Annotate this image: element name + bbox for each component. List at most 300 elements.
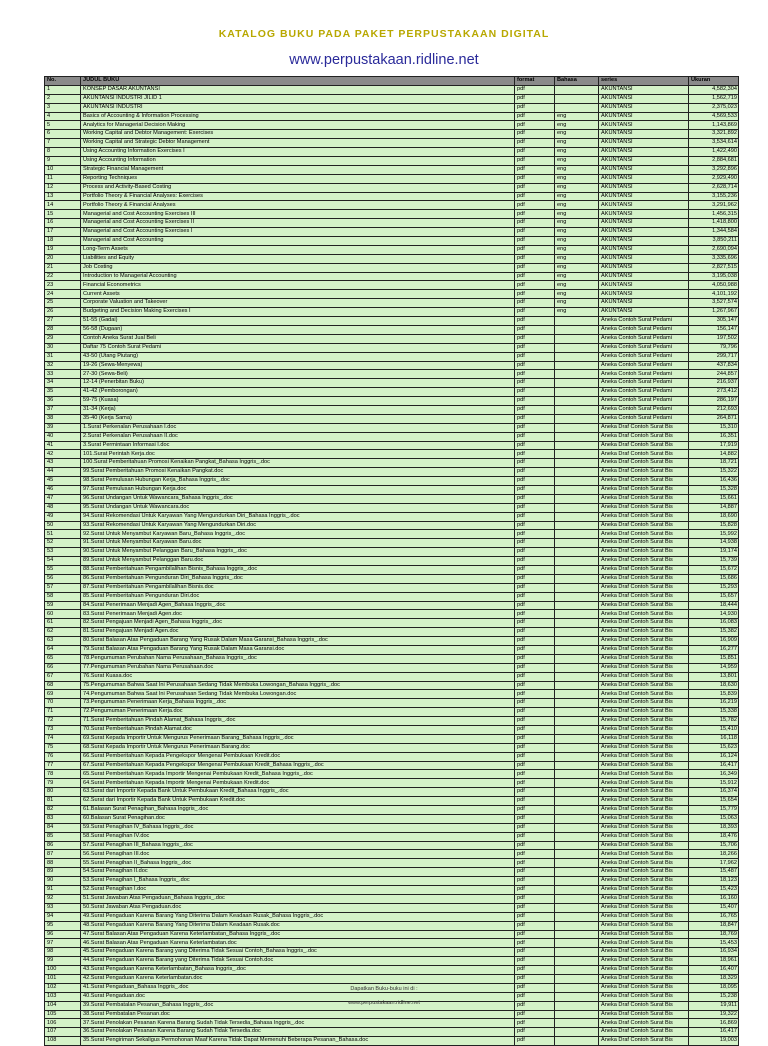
cell-format: pdf [515,779,555,788]
cell-judul: 36.Surat Penolakan Pesanan Karena Barang Sudah Tidak Tersedia.doc [81,1028,515,1037]
cell-no: 67 [45,672,81,681]
cell-bahasa: eng [555,299,599,308]
cell-series: Aneka Draf Contoh Surat Bis [599,699,689,708]
cell-no: 104 [45,1001,81,1010]
cell-judul: 76.Surat Kuasa.doc [81,672,515,681]
cell-format: pdf [515,139,555,148]
table-row [45,512,739,521]
cell-judul: 65.Surat Pemberitahuan Kepada Importir Mengenai Pembukaan Kredit_Bahasa Inggris_.doc [81,770,515,779]
cell-bahasa: eng [555,272,599,281]
cell-ukuran: 18,266 [689,850,739,859]
cell-format: pdf [515,405,555,414]
cell-judul: Process and Activity-Based Costing [81,183,515,192]
cell-format: pdf [515,601,555,610]
cell-format: pdf [515,699,555,708]
cell-bahasa [555,681,599,690]
table-row [45,210,739,219]
cell-series: Aneka Draf Contoh Surat Bis [599,957,689,966]
table-row [45,1010,739,1019]
table-row [45,797,739,806]
cell-format: pdf [515,174,555,183]
cell-judul: Working Capital and Strategic Debtor Management [81,139,515,148]
cell-judul: 19-26 (Sewa-Menyewa) [81,361,515,370]
table-row [45,806,739,815]
catalog-title: KATALOG BUKU PADA PAKET PERPUSTAKAAN DIGITAL [218,28,550,40]
cell-series: Aneka Draf Contoh Surat Bis [599,574,689,583]
cell-series: Aneka Draf Contoh Surat Bis [599,637,689,646]
cell-bahasa [555,788,599,797]
cell-no: 35 [45,388,81,397]
cell-series: AKUNTANSI [599,281,689,290]
table-row [45,734,739,743]
cell-judul: 59-75 (Kuasa) [81,397,515,406]
cell-ukuran: 16,374 [689,788,739,797]
cell-bahasa [555,405,599,414]
cell-bahasa [555,877,599,886]
cell-no: 16 [45,219,81,228]
cell-series: AKUNTANSI [599,272,689,281]
cell-no: 34 [45,379,81,388]
cell-judul: Job Costing [81,263,515,272]
cell-format: pdf [515,663,555,672]
cell-bahasa: eng [555,130,599,139]
table-row [45,361,739,370]
cell-ukuran: 2,375,023 [689,103,739,112]
cell-judul: 94.Surat Rekomendasi Untuk Karyawan Yang Mengundurkan Diri_Bahasa Inggris_.doc [81,512,515,521]
cell-format: pdf [515,512,555,521]
cell-judul: 27-30 (Sewa-Beli) [81,370,515,379]
table-row [45,157,739,166]
cell-series: AKUNTANSI [599,112,689,121]
cell-judul: KONSEP DASAR AKUNTANSI [81,85,515,94]
cell-no: 48 [45,503,81,512]
table-row [45,530,739,539]
cell-ukuran: 264,871 [689,414,739,423]
cell-format: pdf [515,690,555,699]
table-row [45,121,739,130]
cell-bahasa [555,797,599,806]
cell-judul: 61.Balasan Surat Penagihan_Bahasa Inggris_.doc [81,806,515,815]
table-row [45,201,739,210]
cell-no: 49 [45,512,81,521]
cell-no: 27 [45,317,81,326]
cell-format: pdf [515,308,555,317]
cell-no: 31 [45,352,81,361]
cell-series: Aneka Contoh Surat Pedami [599,334,689,343]
table-row [45,957,739,966]
cell-series: Aneka Draf Contoh Surat Bis [599,1037,689,1046]
cell-judul: 67.Surat Pemberitahuan Kepada Pengekspor Mengenai Pembukaan Kredit_Bahasa Inggris_.doc [81,761,515,770]
table-row [45,432,739,441]
cell-series: Aneka Draf Contoh Surat Bis [599,912,689,921]
cell-no: 69 [45,690,81,699]
cell-ukuran: 18,769 [689,930,739,939]
cell-no: 26 [45,308,81,317]
cell-no: 106 [45,1019,81,1028]
cell-no: 77 [45,761,81,770]
cell-ukuran: 14,959 [689,663,739,672]
cell-no: 83 [45,814,81,823]
cell-ukuran: 18,444 [689,601,739,610]
cell-judul: 71.Surat Pemberitahuan Pindah Alamat_Bahasa Inggris_.doc [81,717,515,726]
cell-judul: Contoh Aneka Surat Jual Beli [81,334,515,343]
cell-judul: Using Accounting Information Exercises I [81,148,515,157]
cell-format: pdf [515,557,555,566]
cell-ukuran: 79,796 [689,343,739,352]
table-row [45,370,739,379]
cell-ukuran: 16,417 [689,1028,739,1037]
cell-ukuran: 15,453 [689,939,739,948]
cell-format: pdf [515,503,555,512]
cell-bahasa [555,94,599,103]
cell-ukuran: 18,847 [689,921,739,930]
cell-no: 88 [45,859,81,868]
cell-no: 3 [45,103,81,112]
cell-format: pdf [515,726,555,735]
table-body [45,85,739,1045]
cell-format: pdf [515,485,555,494]
cell-no: 98 [45,948,81,957]
cell-series: AKUNTANSI [599,237,689,246]
table-row [45,379,739,388]
cell-format: pdf [515,450,555,459]
cell-ukuran: 15,328 [689,485,739,494]
cell-bahasa [555,628,599,637]
table-row [45,672,739,681]
cell-ukuran: 437,834 [689,361,739,370]
cell-ukuran: 16,407 [689,966,739,975]
table-row [45,263,739,272]
cell-series: AKUNTANSI [599,148,689,157]
table-row [45,219,739,228]
cell-judul: 81.Surat Pengajuan Menjadi Agen.doc [81,628,515,637]
cell-bahasa [555,1037,599,1046]
cell-bahasa: eng [555,281,599,290]
cell-format: pdf [515,1010,555,1019]
table-row [45,254,739,263]
cell-bahasa: eng [555,237,599,246]
cell-series: Aneka Draf Contoh Surat Bis [599,681,689,690]
table-row [45,1028,739,1037]
cell-bahasa: eng [555,201,599,210]
cell-ukuran: 286,197 [689,397,739,406]
cell-judul: 66.Surat Pemberitahuan Kepada Pengekspor Mengenai Pembukaan Kredit.doc [81,752,515,761]
table-row [45,592,739,601]
table-row [45,450,739,459]
cell-no: 101 [45,974,81,983]
cell-no: 19 [45,245,81,254]
cell-bahasa [555,966,599,975]
cell-ukuran: 15,322 [689,468,739,477]
cell-format: pdf [515,859,555,868]
cell-no: 2 [45,94,81,103]
table-row [45,1037,739,1046]
cell-series: Aneka Draf Contoh Surat Bis [599,726,689,735]
cell-bahasa [555,654,599,663]
cell-series: AKUNTANSI [599,228,689,237]
cell-ukuran: 15,851 [689,654,739,663]
cell-judul: Corporate Valuation and Takeover [81,299,515,308]
cell-series: AKUNTANSI [599,130,689,139]
cell-series: Aneka Draf Contoh Surat Bis [599,654,689,663]
cell-judul: 64.Surat Pemberitahuan Kepada Importir Mengenai Pembukaan Kredit.doc [81,779,515,788]
table-row [45,539,739,548]
cell-series: Aneka Draf Contoh Surat Bis [599,663,689,672]
cell-series: AKUNTANSI [599,121,689,130]
table-row [45,414,739,423]
table-row [45,646,739,655]
cell-ukuran: 19,003 [689,1037,739,1046]
cell-series: AKUNTANSI [599,94,689,103]
cell-judul: 51-55 (Gadai) [81,317,515,326]
cell-judul: 42.Surat Pengaduan Karena Keterlambatan.doc [81,974,515,983]
cell-bahasa: eng [555,245,599,254]
footer-url[interactable]: www.perpustakaan.ridline.net [348,1000,420,1006]
cell-bahasa [555,459,599,468]
cell-format: pdf [515,112,555,121]
cell-format: pdf [515,432,555,441]
cell-format: pdf [515,370,555,379]
cell-format: pdf [515,468,555,477]
cell-bahasa [555,708,599,717]
cell-format: pdf [515,574,555,583]
cell-no: 29 [45,334,81,343]
cell-ukuran: 15,912 [689,779,739,788]
cell-bahasa [555,957,599,966]
table-row [45,841,739,850]
cell-bahasa [555,583,599,592]
cell-bahasa: eng [555,121,599,130]
cell-no: 87 [45,850,81,859]
cell-format: pdf [515,743,555,752]
cell-ukuran: 299,717 [689,352,739,361]
cell-ukuran: 15,828 [689,521,739,530]
cell-format: pdf [515,317,555,326]
cell-bahasa [555,450,599,459]
cell-no: 11 [45,174,81,183]
cell-series: Aneka Draf Contoh Surat Bis [599,939,689,948]
cell-no: 47 [45,494,81,503]
cell-bahasa [555,103,599,112]
cell-ukuran: 19,174 [689,548,739,557]
table-row [45,245,739,254]
cell-ukuran: 17,962 [689,859,739,868]
table-row [45,228,739,237]
cell-format: pdf [515,565,555,574]
cell-judul: AKUNTANSI INDUSTRI [81,103,515,112]
cell-no: 1 [45,85,81,94]
cell-judul: 43.Surat Pengaduan Karena Keterlambatan_Bahasa Inggris_.doc [81,966,515,975]
cell-judul: Managerial and Cost Accounting Exercises III [81,210,515,219]
cell-bahasa [555,521,599,530]
cell-bahasa [555,494,599,503]
cell-judul: Current Assets [81,290,515,299]
cell-ukuran: 15,839 [689,690,739,699]
header-no: No. [45,77,81,86]
cell-judul: 60.Balasan Surat Penagihan.doc [81,814,515,823]
cell-format: pdf [515,619,555,628]
cell-ukuran: 15,623 [689,743,739,752]
cell-series: Aneka Contoh Surat Pedami [599,352,689,361]
cell-judul: 85.Surat Pemberitahuan Pengunduran Diri.doc [81,592,515,601]
cell-ukuran: 15,063 [689,814,739,823]
cell-series: AKUNTANSI [599,157,689,166]
cell-series: Aneka Draf Contoh Surat Bis [599,1010,689,1019]
cell-bahasa [555,414,599,423]
cell-ukuran: 15,310 [689,423,739,432]
cell-ukuran: 13,801 [689,672,739,681]
cell-ukuran: 1,422,490 [689,148,739,157]
cell-ukuran: 1,143,869 [689,121,739,130]
cell-ukuran: 19,322 [689,1010,739,1019]
cell-bahasa [555,850,599,859]
cell-ukuran: 14,938 [689,539,739,548]
cell-no: 4 [45,112,81,121]
cell-format: pdf [515,770,555,779]
cell-format: pdf [515,877,555,886]
cell-series: Aneka Draf Contoh Surat Bis [599,903,689,912]
table-row [45,165,739,174]
cell-ukuran: 18,690 [689,512,739,521]
cell-judul: 54.Surat Penagihan II.doc [81,868,515,877]
table-row [45,752,739,761]
cell-series: Aneka Draf Contoh Surat Bis [599,583,689,592]
cell-no: 59 [45,601,81,610]
cell-no: 76 [45,752,81,761]
cell-judul: 48.Surat Pengaduan Karena Barang Yang Diterima Dalam Keadaan Rusak.doc [81,921,515,930]
table-row [45,148,739,157]
cell-judul: 3.Surat Permintaan Informasi I.doc [81,441,515,450]
cell-series: Aneka Contoh Surat Pedami [599,388,689,397]
cell-no: 14 [45,201,81,210]
cell-no: 17 [45,228,81,237]
cell-judul: 83.Surat Penerimaan Menjadi Agen.doc [81,610,515,619]
cell-no: 9 [45,157,81,166]
cell-bahasa [555,974,599,983]
cell-no: 107 [45,1028,81,1037]
cell-judul: Working Capital and Debtor Management: Exercises [81,130,515,139]
cell-format: pdf [515,192,555,201]
cell-no: 66 [45,663,81,672]
cell-bahasa [555,912,599,921]
cell-judul: 95.Surat Undangan Untuk Wawancara.doc [81,503,515,512]
cell-ukuran: 17,919 [689,441,739,450]
site-url[interactable]: www.perpustakaan.ridline.net [289,52,479,68]
cell-ukuran: 2,884,681 [689,157,739,166]
cell-format: pdf [515,1001,555,1010]
cell-judul: Liabilities and Equity [81,254,515,263]
cell-series: Aneka Draf Contoh Surat Bis [599,432,689,441]
cell-ukuran: 15,992 [689,530,739,539]
cell-ukuran: 15,686 [689,574,739,583]
cell-format: pdf [515,388,555,397]
cell-bahasa: eng [555,148,599,157]
cell-ukuran: 16,160 [689,894,739,903]
cell-format: pdf [515,130,555,139]
cell-format: pdf [515,281,555,290]
cell-series: Aneka Draf Contoh Surat Bis [599,459,689,468]
cell-judul: 41.Surat Pengaduan_Bahasa Inggris_.doc [81,983,515,992]
cell-ukuran: 16,277 [689,646,739,655]
cell-ukuran: 16,083 [689,619,739,628]
cell-ukuran: 3,155,236 [689,192,739,201]
cell-series: Aneka Contoh Surat Pedami [599,361,689,370]
cell-no: 56 [45,574,81,583]
table-row [45,405,739,414]
cell-ukuran: 15,672 [689,565,739,574]
cell-no: 90 [45,877,81,886]
cell-no: 25 [45,299,81,308]
cell-judul: Budgeting and Decision Making Exercises I [81,308,515,317]
cell-ukuran: 3,335,696 [689,254,739,263]
table-row [45,823,739,832]
cell-bahasa [555,557,599,566]
cell-series: Aneka Contoh Surat Pedami [599,317,689,326]
cell-ukuran: 212,693 [689,405,739,414]
cell-series: AKUNTANSI [599,201,689,210]
table-row [45,521,739,530]
cell-series: Aneka Contoh Surat Pedami [599,343,689,352]
table-row [45,974,739,983]
cell-bahasa [555,717,599,726]
cell-series: Aneka Draf Contoh Surat Bis [599,930,689,939]
table-row [45,290,739,299]
cell-ukuran: 1,344,584 [689,228,739,237]
cell-series: Aneka Draf Contoh Surat Bis [599,1028,689,1037]
cell-format: pdf [515,966,555,975]
cell-ukuran: 18,123 [689,877,739,886]
cell-format: pdf [515,788,555,797]
cell-no: 50 [45,521,81,530]
cell-no: 78 [45,770,81,779]
cell-ukuran: 3,292,896 [689,165,739,174]
table-row [45,601,739,610]
cell-no: 36 [45,397,81,406]
cell-no: 7 [45,139,81,148]
cell-no: 43 [45,459,81,468]
cell-series: Aneka Draf Contoh Surat Bis [599,592,689,601]
cell-bahasa [555,672,599,681]
cell-judul: 78.Pengumuman Perubahan Nama Perusahaan_Bahasa Inggris_.doc [81,654,515,663]
cell-series: Aneka Draf Contoh Surat Bis [599,983,689,992]
cell-format: pdf [515,823,555,832]
cell-format: pdf [515,459,555,468]
cell-series: Aneka Draf Contoh Surat Bis [599,708,689,717]
cell-bahasa [555,530,599,539]
cell-judul: 46.Surat Balasan Atas Pengaduan Karena Keterlambatan.doc [81,939,515,948]
cell-bahasa [555,468,599,477]
cell-bahasa [555,726,599,735]
cell-no: 100 [45,966,81,975]
cell-no: 57 [45,583,81,592]
table-row [45,743,739,752]
cell-series: Aneka Draf Contoh Surat Bis [599,1001,689,1010]
cell-judul: 31-34 (Kerja) [81,405,515,414]
cell-bahasa [555,352,599,361]
table-row [45,103,739,112]
cell-no: 80 [45,788,81,797]
cell-bahasa [555,370,599,379]
cell-format: pdf [515,237,555,246]
cell-bahasa: eng [555,157,599,166]
cell-ukuran: 16,417 [689,761,739,770]
cell-bahasa [555,894,599,903]
cell-bahasa [555,334,599,343]
cell-no: 97 [45,939,81,948]
cell-bahasa [555,432,599,441]
cell-bahasa [555,823,599,832]
cell-format: pdf [515,654,555,663]
